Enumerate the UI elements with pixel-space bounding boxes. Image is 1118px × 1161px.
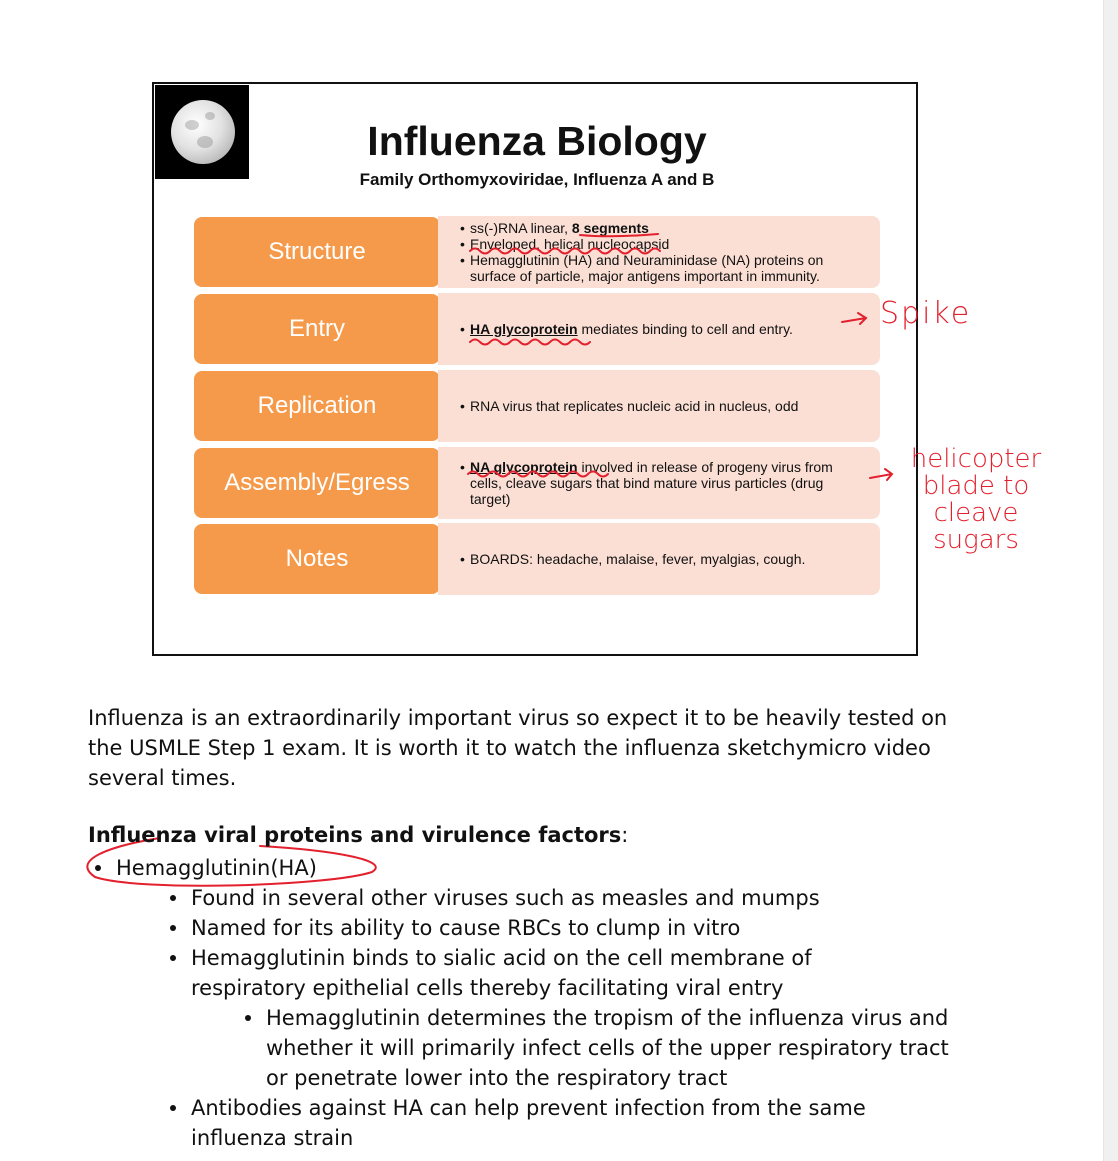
- slide-subtitle: Family Orthomyxoviridae, Influenza A and B: [359, 170, 715, 189]
- section-heading: Influenza viral proteins and virulence factors:: [88, 823, 629, 847]
- sub-item-1: Found in several other viruses such as measles and mumps: [191, 886, 820, 910]
- annotation-spike: Spike: [880, 296, 972, 331]
- row-content-notes: • BOARDS: headache, malaise, fever, myalgias, cough.: [438, 523, 880, 595]
- sub-sub-item: Hemagglutinin determines the tropism of the influenza virus and whether it will primarily infect cells of the upper respiratory tract or penetrate lower into the respiratory tract: [266, 1006, 949, 1090]
- bullet-icon: [245, 1015, 251, 1021]
- scrollbar[interactable]: [1103, 0, 1118, 1161]
- intro-paragraph: Influenza is an extraordinarily important virus so expect it to be heavily tested on the USMLE Step 1 exam. It is worth it to watch the influenza sketchymicro video several times.: [88, 706, 948, 790]
- bullet-icon: [170, 925, 176, 931]
- row-label-notes: Notes: [194, 524, 440, 594]
- bullet-icon: [170, 955, 176, 961]
- lecture-slide: [152, 82, 918, 656]
- row-label-structure: Structure: [194, 217, 440, 287]
- row-content-entry: • HA glycoprotein mediates binding to cell and entry.: [438, 293, 880, 365]
- row-label-replication: Replication: [194, 371, 440, 441]
- row-label-entry: Entry: [194, 294, 440, 364]
- annotation-helicopter: helicopter blade to cleave sugars: [910, 444, 1042, 555]
- list-item-hemagglutinin: Hemagglutinin(HA): [116, 856, 317, 880]
- row-label-assembly-egress: Assembly/Egress: [194, 448, 440, 518]
- row-content-assembly-egress: • NA glycoprotein involved in release of progeny virus from cells, cleave sugars that bind mature virus particles (drug target): [438, 447, 880, 519]
- sub-item-2: Named for its ability to cause RBCs to clump in vitro: [191, 916, 741, 940]
- bullet-icon: [170, 895, 176, 901]
- row-content-structure: • ss(-)RNA linear, 8 segments • Enveloped, helical nucleocapsid • Hemagglutinin (HA) and Neuraminidase (NA) proteins on surface of particle, major antigens important in immunity.: [438, 216, 880, 288]
- slide-title: Influenza Biology: [367, 118, 707, 164]
- sub-item-3: Hemagglutinin binds to sialic acid on the cell membrane of respiratory epithelial cells thereby facilitating viral entry: [191, 946, 812, 1000]
- bullet-icon: [95, 865, 101, 871]
- sub-item-4: Antibodies against HA can help prevent infection from the same influenza strain: [191, 1096, 866, 1150]
- row-content-replication: • RNA virus that replicates nucleic acid in nucleus, odd: [438, 370, 880, 442]
- bullet-icon: [170, 1105, 176, 1111]
